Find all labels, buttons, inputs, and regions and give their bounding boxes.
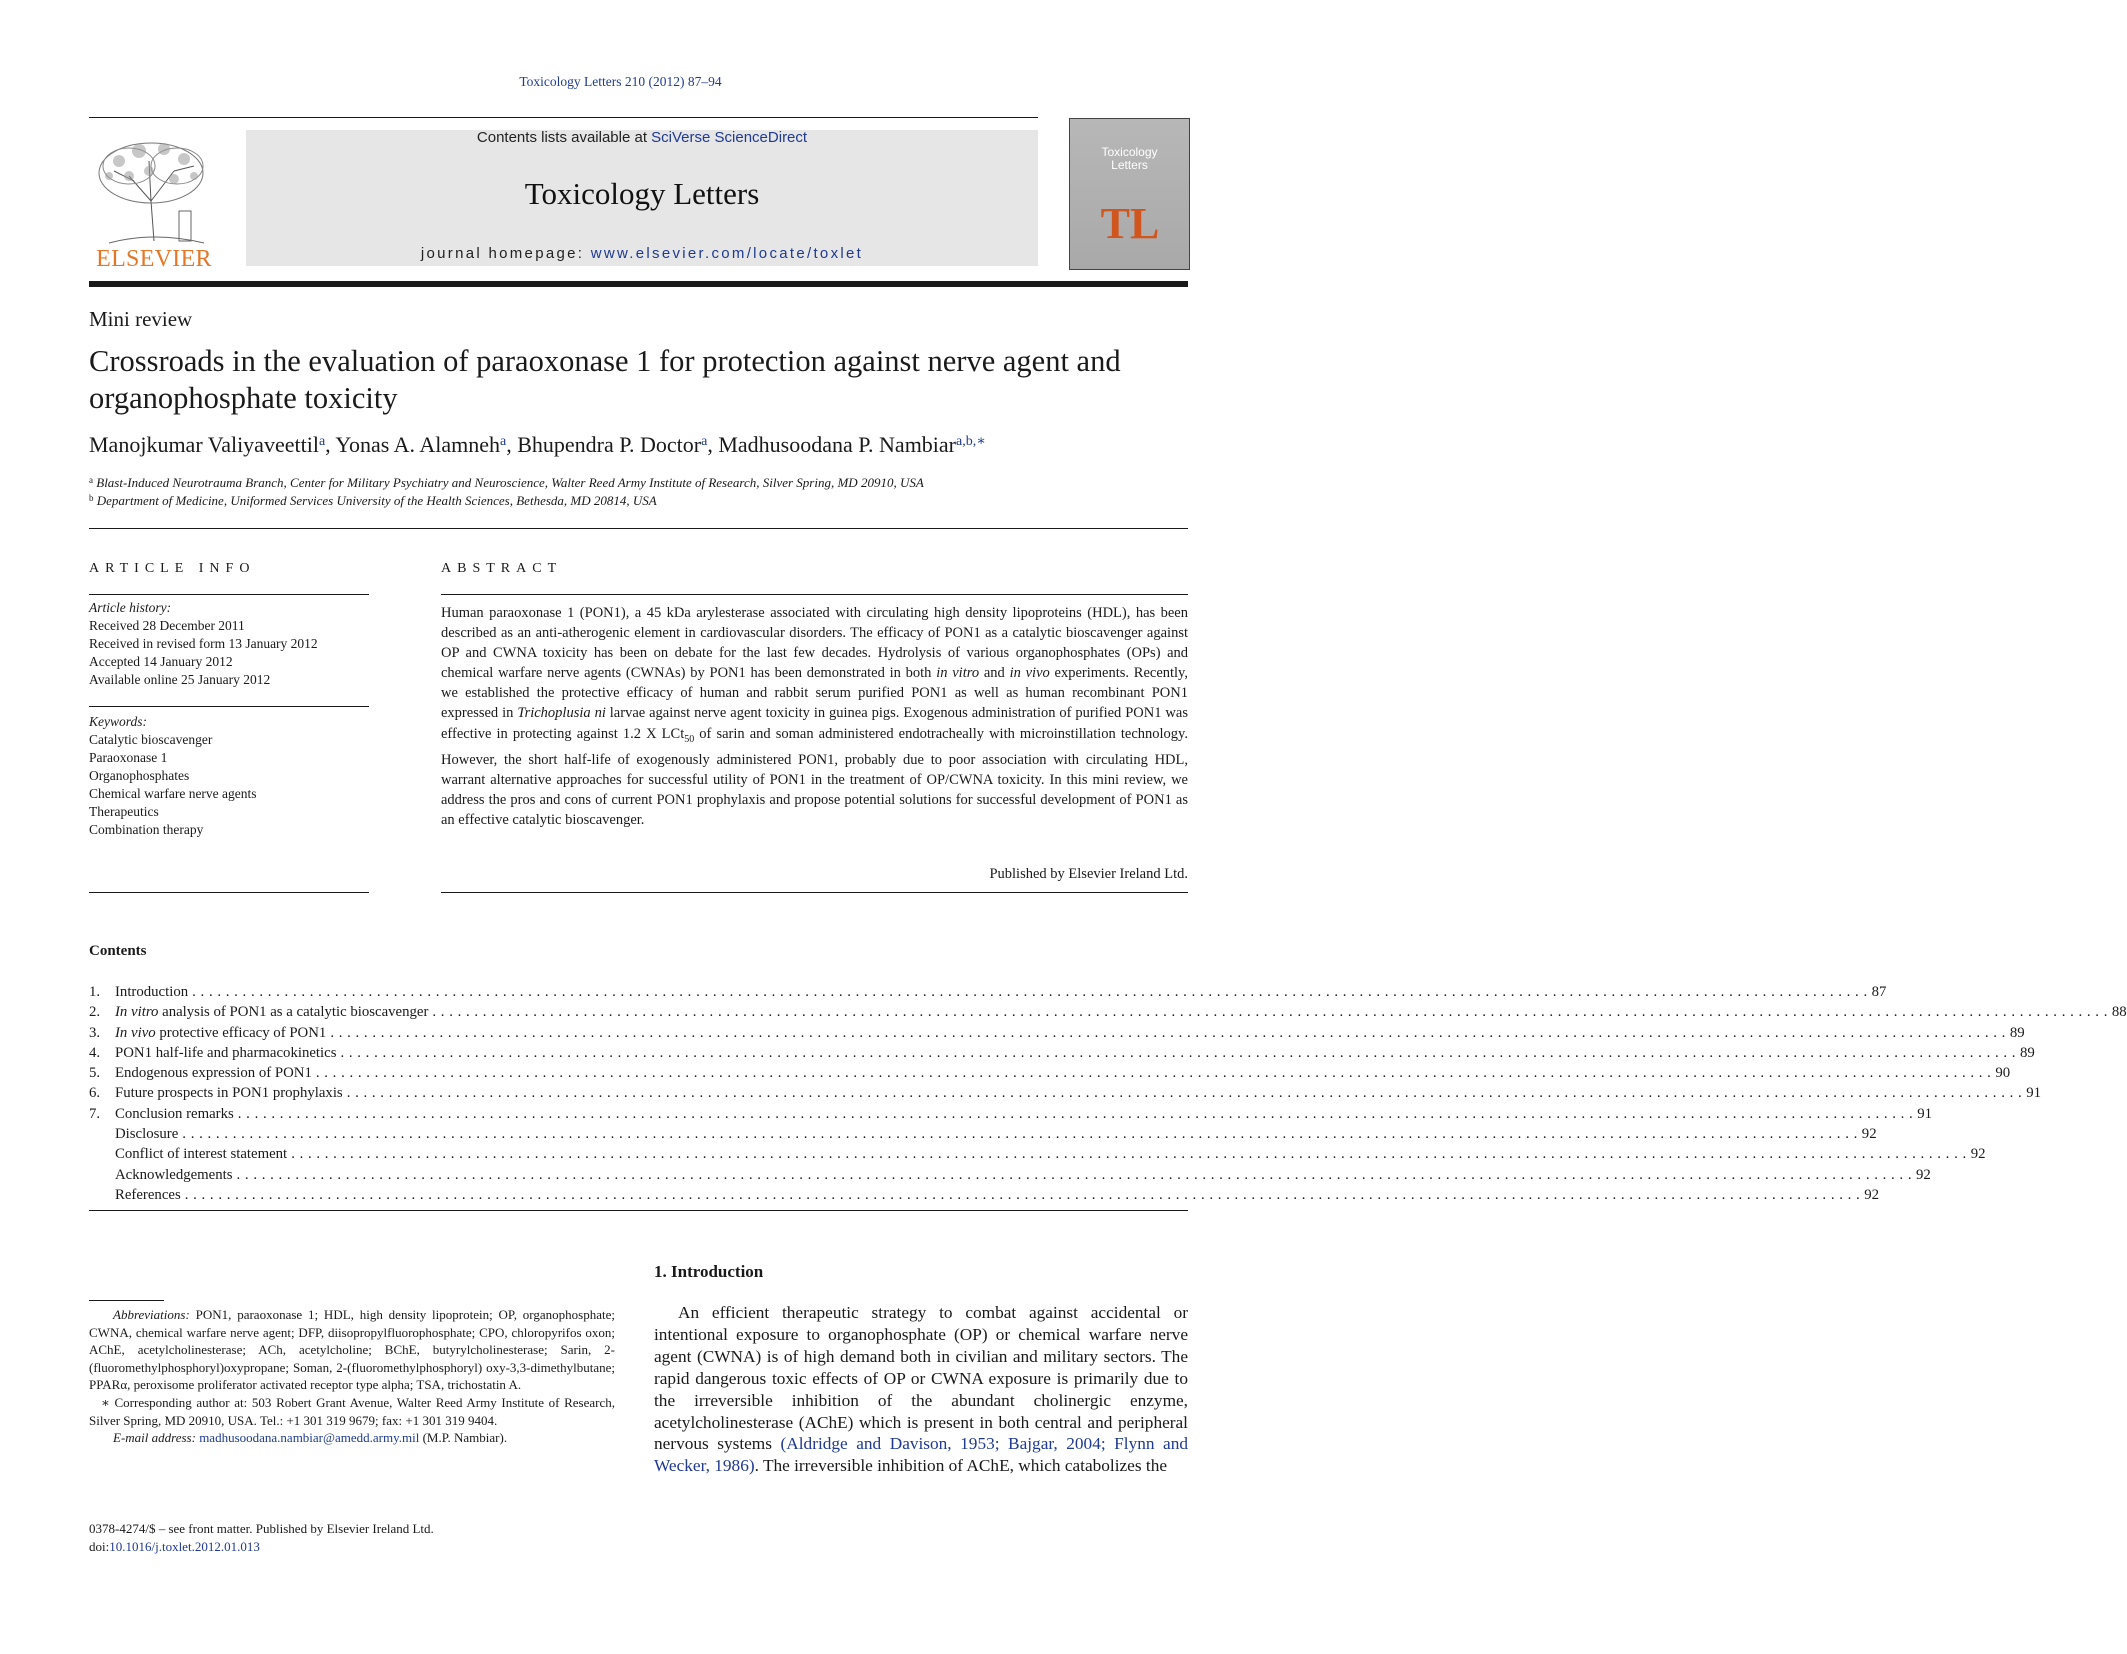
keyword: Catalytic bioscavenger [89, 732, 213, 747]
article-type: Mini review [89, 307, 193, 331]
contents-heading: Contents [89, 943, 147, 959]
toc-entry-page: 91 [2026, 1085, 2041, 1102]
toc-entry[interactable] [89, 1104, 1933, 1124]
affiliation-b: $^b$ Department of Medicine, Uniformed Services University of the Health Sciences, Bethesda, MD 20814, USA [89, 493, 657, 508]
affiliation-link[interactable]: a [499, 434, 507, 449]
journal-homepage-link[interactable]: www.elsevier.com/locate/toxlet [590, 245, 864, 262]
elsevier-wordmark: ELSEVIER [96, 246, 212, 272]
toc-entry[interactable] [89, 1023, 2025, 1043]
abstract-bottom-rule [441, 892, 1188, 893]
toc-entry-number: 6. [89, 1085, 101, 1102]
toc-entry-page: 92 [1861, 1126, 1877, 1143]
toc-entry[interactable] [89, 1124, 1877, 1144]
toc-entry-page: 90 [1995, 1065, 2011, 1082]
toc-entry[interactable] [89, 1002, 2127, 1022]
toc-leader-dots: . . . . . . . . . . . . . . . . . . . . . . . . . . . . . . . . . . . . . . . . . . . . . . . . . . . . . . . . . . . . . . . . . . . . . . . . . . . . . . . . . . . . . . . . . . . . . . . . . . . . . . . . . . . . . . . . . . . . . . . . . . . . . . . . . . . . . . . . . . . . . . . . . . . . . . . . . . . . . . . . . . . . . . . . . . . . . . . . . . . . . . . . . . . . . . . . . . . . . . . . [192, 984, 1868, 1000]
table-of-contents [89, 982, 2127, 1205]
article-history: Article history: Received 28 December 2011 Received in revised form 13 January 2012 Accepted 14 January 2012 Available online 25 January 2012 [89, 600, 318, 687]
keyword: Combination therapy [89, 822, 204, 837]
cover-title: Toxicology Letters [1101, 145, 1158, 172]
email-link[interactable]: madhusoodana.nambiar@amedd.army.mil [199, 1430, 420, 1446]
toc-leader-dots: . . . . . . . . . . . . . . . . . . . . . . . . . . . . . . . . . . . . . . . . . . . . . . . . . . . . . . . . . . . . . . . . . . . . . . . . . . . . . . . . . . . . . . . . . . . . . . . . . . . . . . . . . . . . . . . . . . . . . . . . . . . . . . . . . . . . . . . . . . . . . . . . . . . . . . . . . . . . . . . . . . . . . . . . . . . . . . . . . . . . . . . . . . . . . . . . . . . . . . . . [346, 1085, 2023, 1102]
toc-entry-title[interactable]: Future prospects in PON1 prophylaxis [115, 1085, 343, 1102]
toc-entry-title[interactable]: PON1 half-life and pharmacokinetics [115, 1044, 337, 1061]
title-block-rule [89, 528, 1188, 529]
published-by: Published by Elsevier Ireland Ltd. [989, 866, 1188, 882]
copyright-meta: 0378-4274/$ – see front matter. Published by Elsevier Ireland Ltd. doi:10.1016/j.toxlet.2012.01.013 [89, 1521, 434, 1554]
toc-entry-page: 89 [2009, 1024, 2025, 1041]
keywords-rule [89, 706, 369, 707]
introduction-heading: 1. Introduction [654, 1262, 764, 1281]
toc-entry[interactable] [89, 1043, 2035, 1063]
contents-availability-line: Contents lists available at SciVerse ScienceDirect [476, 129, 808, 146]
article-title: Crossroads in the evaluation of paraoxonase 1 for protection against nerve agent and organophosphate toxicity [89, 344, 1121, 415]
affiliation-link[interactable]: a [318, 434, 326, 449]
toc-leader-dots: . . . . . . . . . . . . . . . . . . . . . . . . . . . . . . . . . . . . . . . . . . . . . . . . . . . . . . . . . . . . . . . . . . . . . . . . . . . . . . . . . . . . . . . . . . . . . . . . . . . . . . . . . . . . . . . . . . . . . . . . . . . . . . . . . . . . . . . . . . . . . . . . . . . . . . . . . . . . . . . . . . . . . . . . . . . . . . . . . . . . . . . . . . . . . . . . . . . . . . . . [184, 1186, 1861, 1203]
toc-entry-title[interactable]: In vitro analysis of PON1 as a catalytic bioscavenger [115, 1004, 429, 1021]
journal-title: Toxicology Letters [524, 176, 760, 211]
keyword: Paraoxonase 1 [89, 750, 168, 765]
toc-entry[interactable] [89, 1185, 1880, 1205]
toc-entry[interactable] [89, 1144, 1986, 1164]
article-info-rule [89, 594, 369, 595]
sciencedirect-link[interactable]: SciVerse ScienceDirect [651, 129, 808, 146]
toc-leader-dots: . . . . . . . . . . . . . . . . . . . . . . . . . . . . . . . . . . . . . . . . . . . . . . . . . . . . . . . . . . . . . . . . . . . . . . . . . . . . . . . . . . . . . . . . . . . . . . . . . . . . . . . . . . . . . . . . . . . . . . . . . . . . . . . . . . . . . . . . . . . . . . . . . . . . . . . . . . . . . . . . . . . . . . . . . . . . . . . . . . . . . . . . . . . . . . . . . . . . . . . . [237, 1105, 1914, 1122]
doi-link[interactable]: 10.1016/j.toxlet.2012.01.013 [109, 1538, 260, 1554]
toc-entry-title[interactable]: Introduction [115, 984, 189, 1000]
toc-entry-number: 4. [89, 1044, 101, 1061]
toc-entry-page: 91 [1917, 1105, 1933, 1122]
affiliation-link[interactable]: a [701, 434, 708, 449]
keyword: Organophosphates [89, 768, 190, 783]
affiliation-link[interactable]: a,b,∗ [956, 434, 986, 449]
corresponding-author-footnote: ∗ Corresponding author at: 503 Robert Grant Avenue, Walter Reed Army Institute of Research, Silver Spring, MD 20910, USA. Tel.: +1 301 319 9679; fax: +1 301 319 9404. [89, 1394, 615, 1428]
toc-entry[interactable] [89, 1165, 1931, 1185]
toc-entry-page: 92 [1916, 1166, 1931, 1183]
author-name[interactable]: Yonas A. Alamneh [335, 432, 500, 457]
toc-entry-title[interactable]: Conclusion remarks [115, 1105, 234, 1122]
toc-leader-dots: . . . . . . . . . . . . . . . . . . . . . . . . . . . . . . . . . . . . . . . . . . . . . . . . . . . . . . . . . . . . . . . . . . . . . . . . . . . . . . . . . . . . . . . . . . . . . . . . . . . . . . . . . . . . . . . . . . . . . . . . . . . . . . . . . . . . . . . . . . . . . . . . . . . . . . . . . . . . . . . . . . . . . . . . . . . . . . . . . . . . . . . . . . . . . . . . . . . . . . . . [340, 1044, 2016, 1061]
keyword: Chemical warfare nerve agents [89, 786, 257, 801]
toc-entry-page: 92 [1864, 1186, 1880, 1203]
abstract-rule [441, 594, 1188, 595]
toc-entry[interactable] [89, 1083, 2041, 1103]
toc-entry-page: 87 [1871, 984, 1887, 1000]
toc-leader-dots: . . . . . . . . . . . . . . . . . . . . . . . . . . . . . . . . . . . . . . . . . . . . . . . . . . . . . . . . . . . . . . . . . . . . . . . . . . . . . . . . . . . . . . . . . . . . . . . . . . . . . . . . . . . . . . . . . . . . . . . . . . . . . . . . . . . . . . . . . . . . . . . . . . . . . . . . . . . . . . . . . . . . . . . . . . . . . . . . . . . . . . . . . . . . . . . . . . . . . . . . [236, 1166, 1913, 1183]
toc-entry-title[interactable]: Acknowledgements [115, 1166, 233, 1183]
toc-entry-number: 3. [89, 1024, 101, 1041]
toc-leader-dots: . . . . . . . . . . . . . . . . . . . . . . . . . . . . . . . . . . . . . . . . . . . . . . . . . . . . . . . . . . . . . . . . . . . . . . . . . . . . . . . . . . . . . . . . . . . . . . . . . . . . . . . . . . . . . . . . . . . . . . . . . . . . . . . . . . . . . . . . . . . . . . . . . . . . . . . . . . . . . . . . . . . . . . . . . . . . . . . . . . . . . . . . . . . . . . . . . . . . . . . . [182, 1126, 1858, 1143]
journal-homepage-line: journal homepage: www.elsevier.com/locate/toxlet [420, 245, 864, 262]
toc-entry-title[interactable]: Conflict of interest statement [115, 1146, 288, 1163]
toc-entry[interactable] [89, 1063, 2011, 1083]
toc-entry-title[interactable]: In vivo protective efficacy of PON1 [115, 1024, 327, 1041]
toc-entry-number: 5. [89, 1065, 101, 1082]
footnotes [89, 1306, 615, 1447]
contents-bottom-rule [89, 1210, 1188, 1211]
author-name[interactable]: Bhupendra P. Doctor [517, 432, 702, 457]
toc-entry-page: 89 [2019, 1044, 2035, 1061]
toc-entry-number: 7. [89, 1105, 101, 1122]
keyword: Therapeutics [89, 804, 159, 819]
affiliation-a: $^a$ Blast-Induced Neurotrauma Branch, Center for Military Psychiatry and Neuroscience, Walter Reed Army Institute of Research, Silver Spring, MD 20910, USA [89, 475, 924, 490]
author-list: Manojkumar Valiyaveettil$^a$, Yonas A. Alamneh$^a$, Bhupendra P. Doctor$^a$, Madhusoodana P. Nambiar$^{a,b,∗}$ [89, 432, 986, 457]
toc-entry[interactable] [89, 982, 1887, 1002]
abstract-heading: ABSTRACT [441, 561, 563, 576]
abstract-text: Human paraoxonase 1 (PON1), a 45 kDa arylesterase associated with circulating high density lipoproteins (HDL), has been described as an anti-atherogenic element in cardiovascular disorders. The efficacy of PON1 as a catalytic bioscavenger against OP and CWNA toxicity has been on debate for the last few decades. Hydrolysis of various organophosphates (OPs) and chemical warfare nerve agents (CWNAs) by PON1 has been demonstrated in both in vitro and in vivo experiments. Recently, we established the protective efficacy of human and rabbit serum purified PON1 as well as human recombinant PON1 expressed in Trichoplusia ni larvae against nerve agent toxicity in guinea pigs. Exogenous administration of purified PON1 was effective in protecting against 1.2 X LCt$_{50}$ of sarin and soman administered endotracheally with microinstillation technology. However, the short half-life of exogenously administered PON1, probably due to poor association with circulating HDL, warrant alternative approaches for successful utility of PON1 in the treatment of OP/CWNA toxicity. In this mini review, we address the pros and cons of current PON1 prophylaxis and propose potential solutions for successful development of PON1 as an effective catalytic bioscavenger. [441, 605, 1188, 828]
author-name[interactable]: Manojkumar Valiyaveettil [89, 432, 319, 457]
abbreviations-footnote: Abbreviations: PON1, paraoxonase 1; HDL, high density lipoprotein; OP, organophosphate; CWNA, chemical warfare nerve agent; DFP, diisopropylfluorophosphate; CPO, chloropyrifos oxon; AChE, acetylcholinesterase; ACh, acetylcholine; BChE, butyrylcholinesterase; Sarin, 2-(fluoromethylphosphoryl)oxypropane; Soman, 2-(fluoromethylphosphoryl) oxy-3,3-dimethylbutane; PPARα, peroxisome proliferator activated receptor type alpha; TSA, trichostatin A. [89, 1307, 615, 1393]
author-name[interactable]: Madhusoodana P. Nambiar [718, 432, 957, 457]
article-info-heading: ARTICLE INFO [89, 561, 256, 576]
toc-entry-title[interactable]: References [115, 1186, 181, 1203]
keywords-list: Keywords: Catalytic bioscavenger Paraoxonase 1 Organophosphates Chemical warfare nerve agents Therapeutics Combination therapy [89, 713, 371, 839]
citation-link[interactable]: (Aldridge and Davison, 1953; Bajgar, 2004; Flynn and Wecker, 1986) [654, 1434, 1188, 1476]
toc-entry-title[interactable]: Disclosure [115, 1126, 179, 1143]
journal-reference[interactable]: Toxicology Letters 210 (2012) 87–94 [519, 74, 722, 89]
cover-tl-logo [1098, 196, 1162, 248]
header-rule [89, 117, 1038, 118]
toc-entry-title[interactable]: Endogenous expression of PON1 [115, 1065, 312, 1082]
toc-leader-dots: . . . . . . . . . . . . . . . . . . . . . . . . . . . . . . . . . . . . . . . . . . . . . . . . . . . . . . . . . . . . . . . . . . . . . . . . . . . . . . . . . . . . . . . . . . . . . . . . . . . . . . . . . . . . . . . . . . . . . . . . . . . . . . . . . . . . . . . . . . . . . . . . . . . . . . . . . . . . . . . . . . . . . . . . . . . . . . . . . . . . . . . . . . . . . . . . . . . . . . . . [315, 1065, 1992, 1082]
svg-text:TL: TL [1100, 199, 1160, 248]
toc-entry-page: 92 [1970, 1146, 1986, 1163]
toc-leader-dots: . . . . . . . . . . . . . . . . . . . . . . . . . . . . . . . . . . . . . . . . . . . . . . . . . . . . . . . . . . . . . . . . . . . . . . . . . . . . . . . . . . . . . . . . . . . . . . . . . . . . . . . . . . . . . . . . . . . . . . . . . . . . . . . . . . . . . . . . . . . . . . . . . . . . . . . . . . . . . . . . . . . . . . . . . . . . . . . . . . . . . . . . . . . . . . . . . . . . . . . . [330, 1024, 2006, 1041]
toc-leader-dots: . . . . . . . . . . . . . . . . . . . . . . . . . . . . . . . . . . . . . . . . . . . . . . . . . . . . . . . . . . . . . . . . . . . . . . . . . . . . . . . . . . . . . . . . . . . . . . . . . . . . . . . . . . . . . . . . . . . . . . . . . . . . . . . . . . . . . . . . . . . . . . . . . . . . . . . . . . . . . . . . . . . . . . . . . . . . . . . . . . . . . . . . . . . . . . . . . . . . . . . . [432, 1004, 2108, 1021]
header-thick-rule [89, 281, 1188, 287]
email-footnote: E-mail address: madhusoodana.nambiar@amedd.army.mil (M.P. Nambiar). [113, 1430, 508, 1446]
toc-entry-number: 1. [89, 984, 101, 1000]
footnote-rule [89, 1300, 164, 1301]
toc-entry-number: 2. [89, 1004, 101, 1021]
toc-leader-dots: . . . . . . . . . . . . . . . . . . . . . . . . . . . . . . . . . . . . . . . . . . . . . . . . . . . . . . . . . . . . . . . . . . . . . . . . . . . . . . . . . . . . . . . . . . . . . . . . . . . . . . . . . . . . . . . . . . . . . . . . . . . . . . . . . . . . . . . . . . . . . . . . . . . . . . . . . . . . . . . . . . . . . . . . . . . . . . . . . . . . . . . . . . . . . . . . . . . . . . . . [291, 1146, 1967, 1163]
toc-entry-page: 88 [2111, 1004, 2127, 1021]
article-info-bottom-rule [89, 892, 369, 893]
introduction-text: An efficient therapeutic strategy to combat against accidental or intentional exposure to organophosphate (OP) or chemical warfare nerve agent (CWNA) is of high demand both in civilian and military sectors. The rapid dangerous toxic effects of OP or CWNA exposure is primarily due to the irreversible inhibition of the abundant cholinergic enzyme, acetylcholinesterase (AChE) which is present in both central and peripheral nervous systems (Aldridge and Davison, 1953; Bajgar, 2004; Flynn and Wecker, 1986). The irreversible inhibition of AChE, which catabolizes the [654, 1303, 1188, 1476]
